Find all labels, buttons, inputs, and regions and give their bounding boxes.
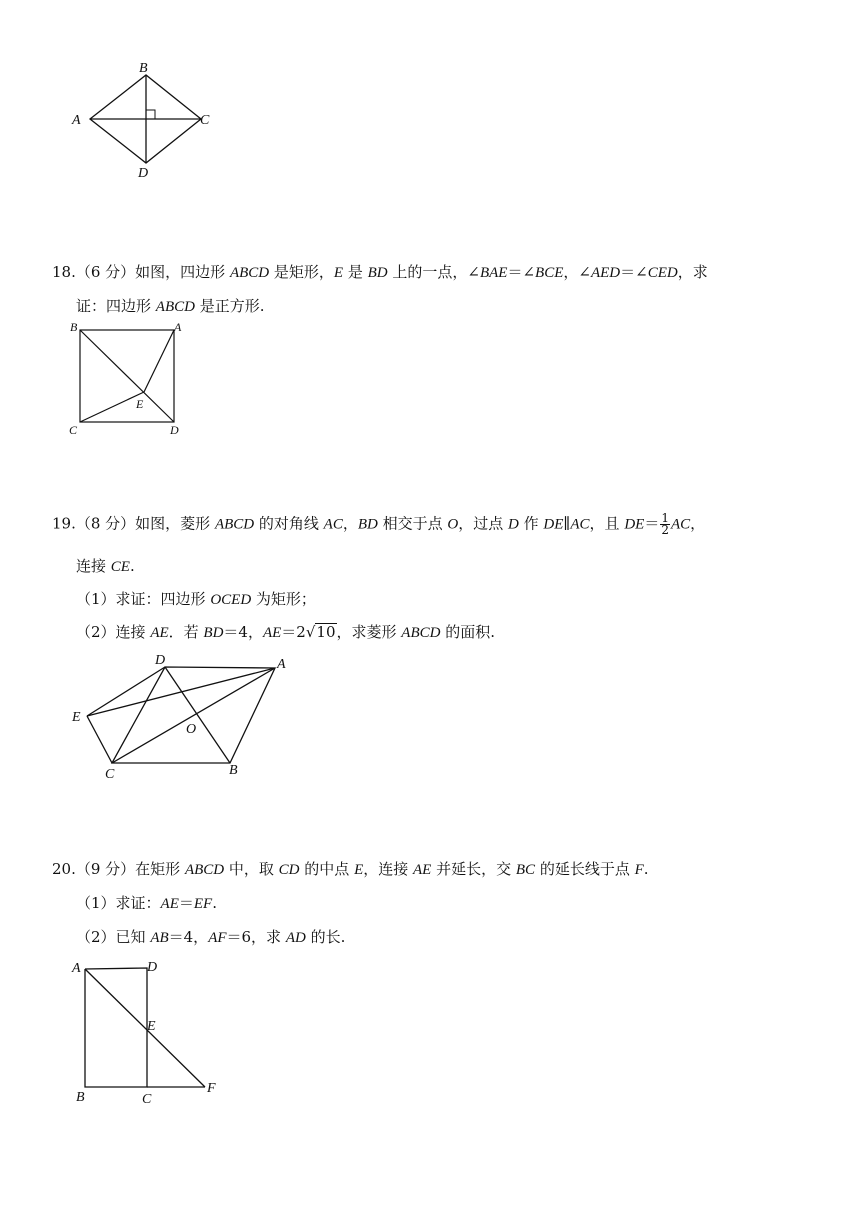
q20-part2: （2）已知 AB＝4，AF＝6，求 AD 的长.: [76, 928, 346, 946]
sqrt-sign: √: [305, 623, 316, 641]
figure-q19-rhombus: [62, 648, 302, 788]
label-B: B: [76, 1090, 85, 1105]
label-O: O: [186, 722, 197, 737]
q18-line2: 证：四边形 ABCD 是正方形.: [76, 297, 265, 315]
figure-q18-square: [64, 318, 204, 443]
label-F: F: [207, 1081, 216, 1096]
q20-part1: （1）求证：AE＝EF.: [76, 894, 217, 912]
label-E: E: [147, 1019, 156, 1034]
label-C: C: [142, 1092, 152, 1107]
label-D: D: [170, 423, 179, 437]
label-E: E: [72, 710, 81, 725]
fraction-one-half: $\frac{1}{2}$: [661, 511, 669, 537]
label-B: B: [70, 320, 78, 334]
q19-part1: （1）求证：四边形 OCED 为矩形；: [76, 590, 316, 608]
q18-line1: 18.（6 分）如图，四边形 ABCD 是矩形，E 是 BD 上的一点，∠BAE＝∠BCE，∠AED＝∠CED，求: [52, 263, 708, 281]
label-B: B: [229, 763, 238, 778]
label-A: A: [174, 320, 182, 334]
label-D: D: [138, 166, 149, 181]
label-C: C: [105, 767, 115, 782]
label-A: A: [72, 113, 81, 128]
label-E: E: [136, 397, 144, 411]
label-D: D: [155, 653, 166, 668]
q20-line1: 20.（9 分）在矩形 ABCD 中，取 CD 的中点 E，连接 AE 并延长，交 BC 的延长线于点 F.: [52, 860, 649, 878]
q19-part2: （2）连接 AE．若 BD＝4，AE＝2√10，求菱形 ABCD 的面积.: [76, 623, 495, 641]
figure-q20-rectangle: [62, 955, 232, 1110]
label-A: A: [277, 657, 286, 672]
label-A: A: [72, 961, 81, 976]
label-C: C: [200, 113, 210, 128]
label-D: D: [147, 960, 158, 975]
sqrt-radicand: 10: [316, 623, 336, 641]
label-B: B: [139, 61, 148, 76]
q19-line2: 连接 CE.: [76, 557, 135, 575]
label-C: C: [69, 423, 78, 437]
figure-q17-rhombus: [60, 55, 230, 185]
q19-line1: 19.（8 分）如图，菱形 ABCD 的对角线 AC，BD 相交于点 O，过点 D 作 DE∥AC，且 DE＝ $\frac{1}{2}$ AC，: [52, 511, 706, 537]
